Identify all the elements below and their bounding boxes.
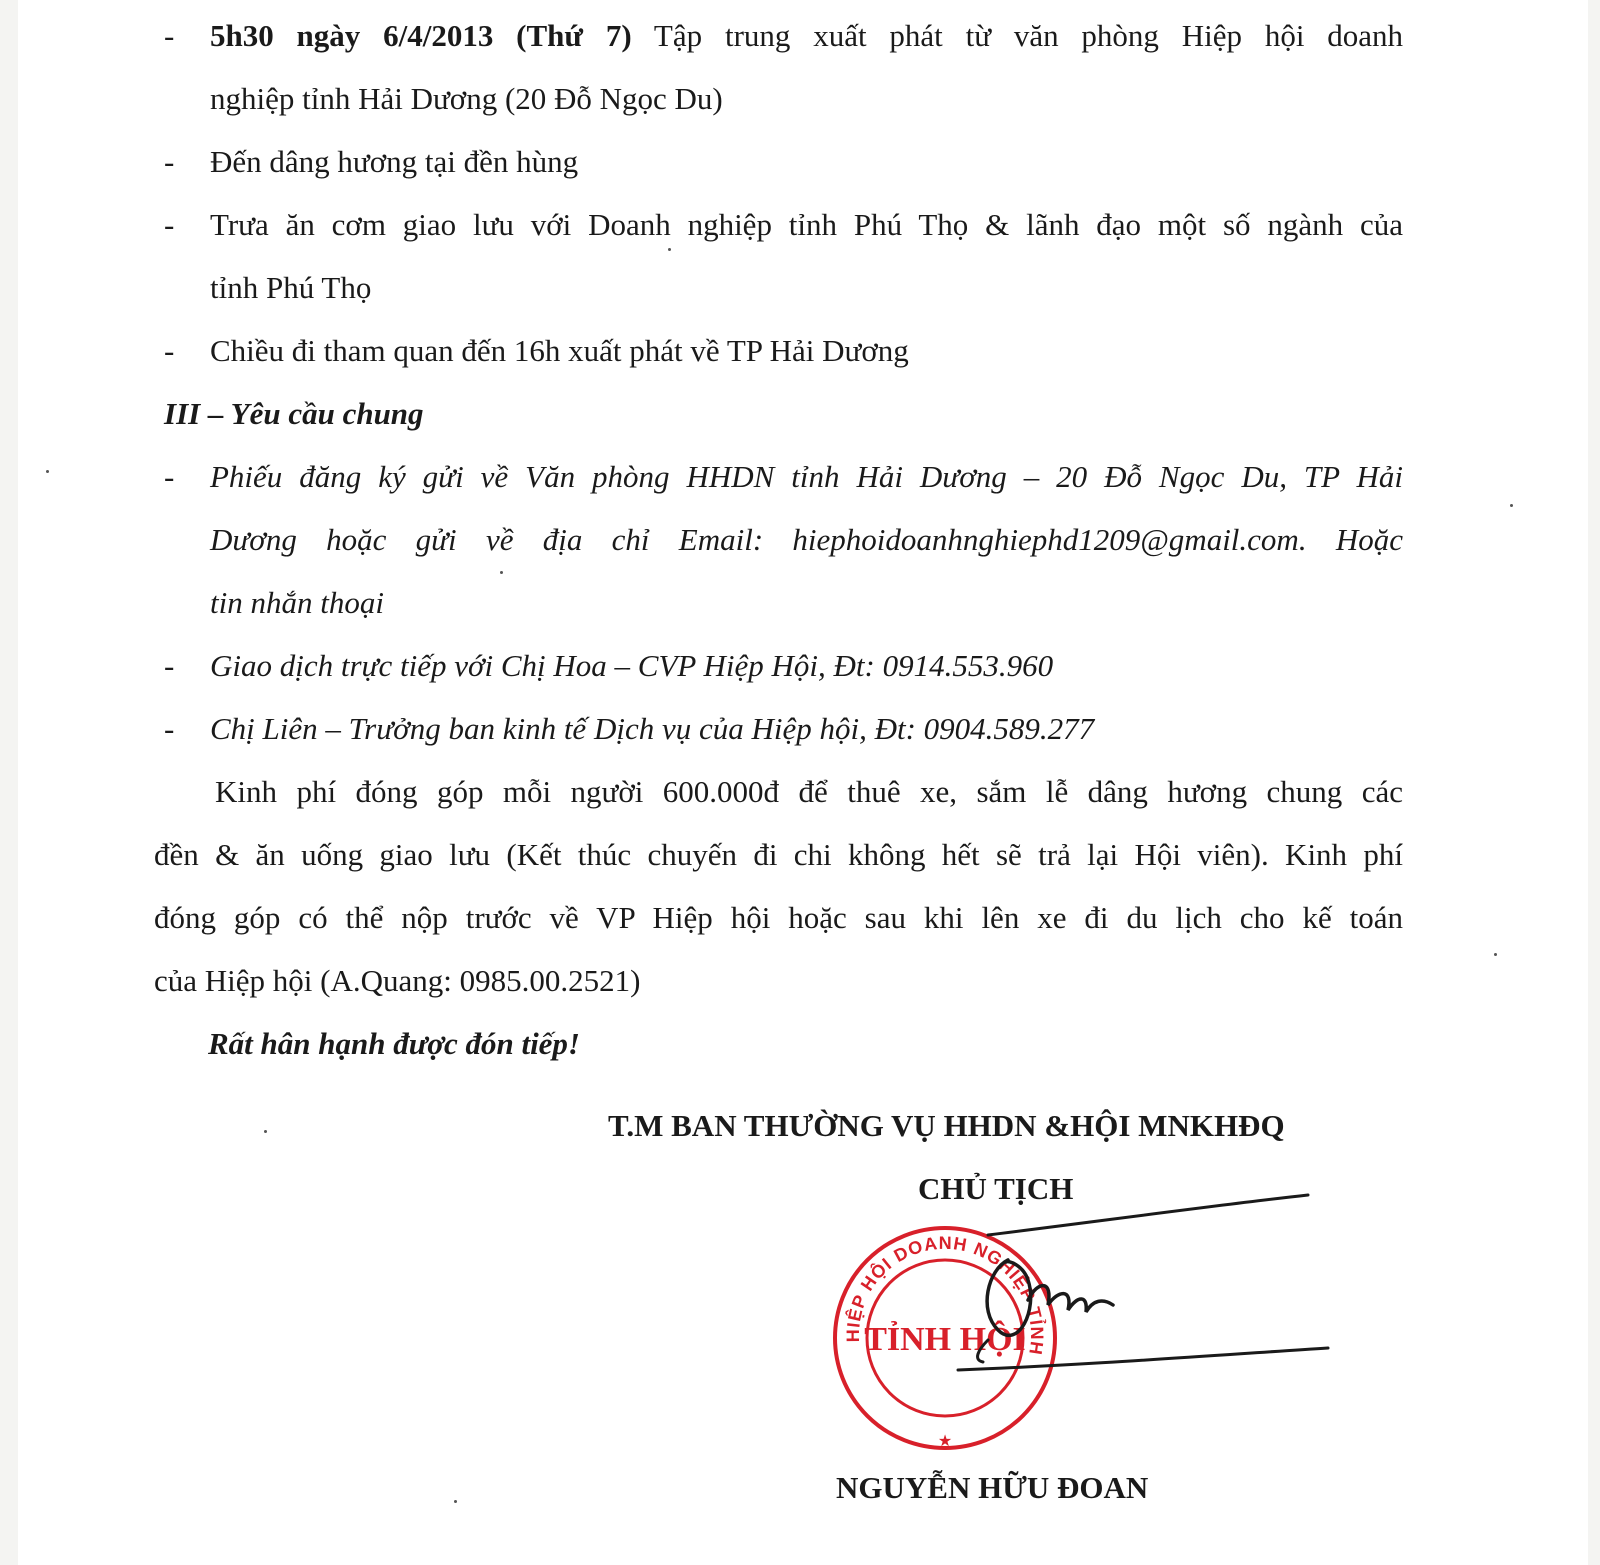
scan-speck	[454, 1500, 457, 1503]
document-page	[18, 0, 1588, 1565]
seal-center-text: TỈNH HỘI	[864, 1321, 1026, 1358]
requirement-1-line-1: Phiếu đăng ký gửi về Văn phòng HHDN tỉnh Hải Dương – 20 Đỗ Ngọc Du, TP Hải	[210, 459, 1403, 494]
scan-speck	[46, 470, 49, 473]
schedule-item-4: Chiều đi tham quan đến 16h xuất phát về TP Hải Dương	[210, 333, 909, 368]
fee-paragraph-line-1: Kinh phí đóng góp mỗi người 600.000đ để thuê xe, sắm lễ dâng hương chung các	[215, 774, 1403, 809]
scan-speck	[1510, 504, 1513, 507]
fee-paragraph-line-2: đền & ăn uống giao lưu (Kết thúc chuyến đi chi không hết sẽ trả lại Hội viên). Kinh phí	[154, 837, 1403, 872]
scan-speck	[1494, 953, 1497, 956]
fee-paragraph-line-3: đóng góp có thể nộp trước về VP Hiệp hội hoặc sau khi lên xe đi du lịch cho kế toán	[154, 900, 1403, 935]
bullet-dash: -	[164, 459, 175, 494]
scan-speck	[264, 1130, 267, 1133]
seal-outer-text: HIỆP HỘI DOANH NGHIỆP TỈNH	[842, 1232, 1048, 1357]
requirement-1-line-3: tin nhắn thoại	[210, 585, 384, 620]
schedule-item-3-line-2: tỉnh Phú Thọ	[210, 270, 372, 305]
bullet-dash: -	[164, 711, 175, 746]
schedule-item-1-time: 5h30 ngày 6/4/2013 (Thứ 7)	[210, 18, 632, 53]
signature-role: CHỦ TỊCH	[918, 1171, 1074, 1206]
bullet-dash: -	[164, 18, 175, 53]
handwritten-signature	[888, 1190, 1368, 1390]
closing-line: Rất hân hạnh được đón tiếp!	[208, 1026, 580, 1061]
signer-name: NGUYỄN HỮU ĐOAN	[836, 1470, 1149, 1505]
signature-organization: T.M BAN THƯỜNG VỤ HHDN &HỘI MNKHĐQ	[608, 1108, 1285, 1143]
schedule-item-1-line-1	[210, 16, 1403, 56]
seal-star-icon: ★	[937, 1431, 953, 1450]
fee-paragraph-line-4: của Hiệp hội (A.Quang: 0985.00.2521)	[154, 963, 641, 998]
bullet-dash: -	[164, 207, 175, 242]
bullet-dash: -	[164, 648, 175, 683]
scan-speck	[500, 571, 503, 574]
requirement-3: Chị Liên – Trưởng ban kinh tế Dịch vụ của Hiệp hội, Đt: 0904.589.277	[210, 711, 1095, 746]
scan-speck	[668, 248, 671, 251]
schedule-item-1-line-2: nghiệp tỉnh Hải Dương (20 Đỗ Ngọc Du)	[210, 81, 723, 116]
schedule-item-1-text: Tập trung xuất phát từ văn phòng Hiệp hội doanh	[631, 18, 1404, 53]
bullet-dash: -	[164, 333, 175, 368]
requirement-2: Giao dịch trực tiếp với Chị Hoa – CVP Hiệp Hội, Đt: 0914.553.960	[210, 648, 1054, 683]
bullet-dash: -	[164, 144, 175, 179]
requirement-1-line-2: Dương hoặc gửi về địa chỉ Email: hiephoidoanhnghiephd1209@gmail.com. Hoặc	[210, 522, 1403, 557]
schedule-item-2: Đến dâng hương tại đền hùng	[210, 144, 579, 179]
section-heading: III – Yêu cầu chung	[164, 396, 424, 431]
schedule-item-3-line-1: Trưa ăn cơm giao lưu với Doanh nghiệp tỉnh Phú Thọ & lãnh đạo một số ngành của	[210, 207, 1403, 242]
